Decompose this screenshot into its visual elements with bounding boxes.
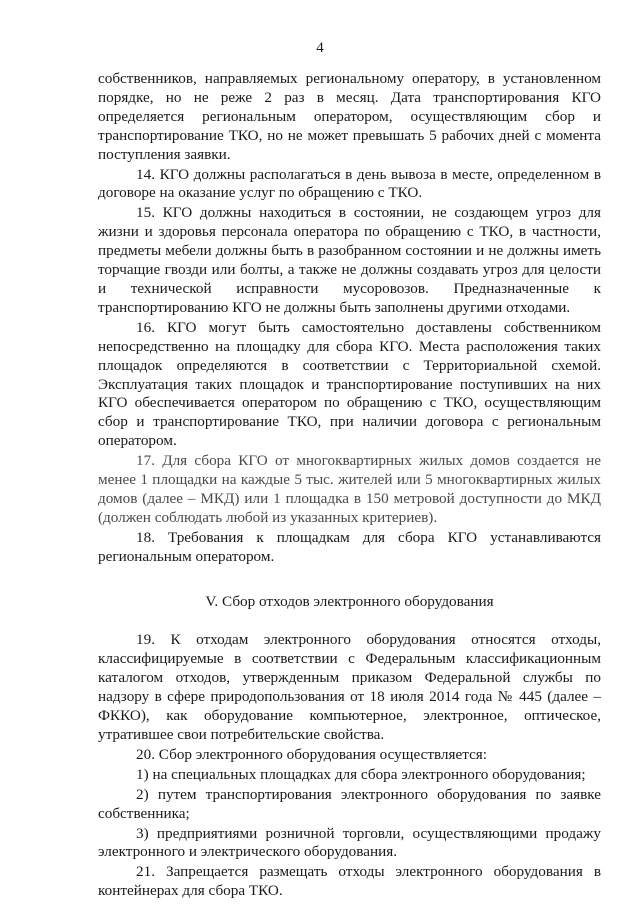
paragraph-14: 14. КГО должны располагаться в день вывоза в месте, определенном в договоре на оказание услуг по обращению с ТКО.	[98, 165, 601, 202]
document-body	[98, 70, 601, 902]
paragraph-15: 15. КГО должны находиться в состоянии, не создающем угроз для жизни и здоровья персонала оператора по обращению с ТКО, в частности, предметы мебели должны быть в разобранном состоянии и не должны иметь торчащие гвозди или болты, а также не должны создавать угроз для целости и технической исправности мусоровозов. Предназначенные к транспортированию КГО не должны быть заполнены другими отходами.	[98, 204, 601, 316]
paragraph-17: 17. Для сбора КГО от многоквартирных жилых домов создается не менее 1 площадки на каждые 5 тыс. жителей или 5 многоквартирных жилых домов (далее – МКД) или 1 площадка в 150 метровой доступности до МКД (должен соблюдать любой из указанных критериев).	[98, 452, 601, 526]
paragraph-21: 21. Запрещается размещать отходы электронного оборудования в контейнерах для сбора ТКО.	[98, 863, 601, 900]
paragraph-19: 19. К отходам электронного оборудования относятся отходы, классифицируемые в соответствии с Федеральным классификационным каталогом отходов, утвержденным приказом Федеральной службы по надзору в сфере природопользования от 18 июля 2014 года № 445 (далее – ФККО), как оборудование компьютерное, электронное, оптическое, утратившее свои потребительские свойства.	[98, 631, 601, 743]
paragraph-13-continuation: собственников, направляемых региональному оператору, в установленном порядке, но не реже 2 раз в месяц. Дата транспортирования КГО определяется региональным оператором, осуществляющим сбор и транспортирование ТКО, но не может превышать 5 рабочих дней с момента поступления заявки.	[98, 70, 601, 163]
paragraph-20: 20. Сбор электронного оборудования осуществляется:	[136, 745, 488, 763]
list-item-2: 2) путем транспортирования электронного оборудования по заявке собственника;	[98, 785, 601, 822]
list-item-3: 3) предприятиями розничной торговли, осуществляющими продажу электронного и электрического оборудования.	[98, 824, 601, 861]
list-item-1: 1) на специальных площадках для сбора электронного оборудования;	[136, 765, 586, 783]
paragraph-18: 18. Требования к площадкам для сбора КГО устанавливаются региональным оператором.	[98, 528, 601, 565]
page-number: 4	[316, 40, 324, 56]
paragraph-16: 16. КГО могут быть самостоятельно доставлены собственником непосредственно на площадку для сбора КГО. Места расположения таких площадок определяются в соответствии с Территориальной схемой. Эксплуатация таких площадок и транспортирование поступивших на них КГО обеспечивается оператором по обращению с ТКО, осуществляющим сбор и транспортирование ТКО, при наличии договора с региональным оператором.	[98, 318, 601, 450]
section-title: V. Сбор отходов электронного оборудования	[205, 592, 494, 610]
